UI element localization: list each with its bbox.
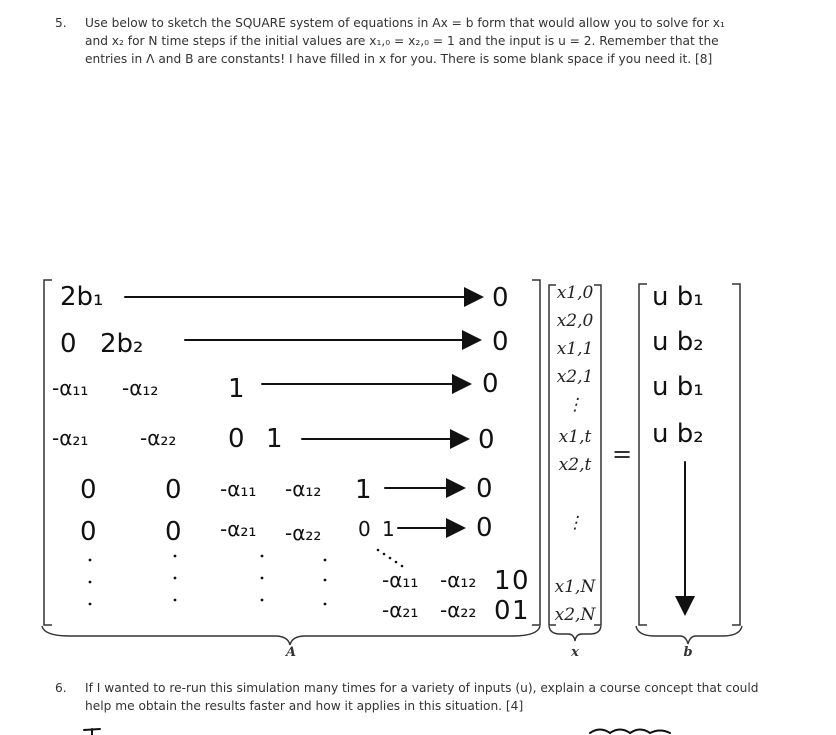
x-entry-5: ⋮ [566, 395, 584, 415]
question-6-number: 6. [55, 681, 67, 695]
question-5-line-2: and x₂ for N time steps if the initial values are x₁,₀ = x₂,₀ = 1 and the input is u = 2. Remember that the [85, 34, 719, 48]
a-row5-col5: 1 [355, 475, 372, 505]
a-rowN-col4: 1 [512, 596, 529, 626]
matrix-a-left-bracket [44, 280, 52, 625]
question-6-line-2: help me obtain the results faster and how it applies in this situation. [4] [85, 699, 524, 713]
a-row6-zero: 0 [476, 513, 493, 543]
a-rowN-col1: -α₂₁ [382, 598, 419, 622]
x-entry-6: x1,t [558, 427, 592, 447]
a-row6-col6: 1 [382, 517, 395, 541]
label-a: A [285, 645, 297, 660]
a-row1-zero: 0 [492, 283, 509, 313]
a-rowN1-col1: -α₁₁ [382, 568, 419, 592]
a-rowN1-col3: 1 [494, 566, 511, 596]
a-row4-zero: 0 [478, 425, 495, 455]
a-row4-col4: 1 [266, 424, 283, 454]
vector-x-left-bracket [549, 285, 556, 625]
a-rowN-col3: 0 [494, 596, 511, 626]
a-row6-col4: -α₂₂ [285, 521, 322, 545]
x-entry-8: ⋮ [566, 513, 584, 533]
brace-b [636, 626, 742, 644]
x-entry-9: x1,N [554, 577, 596, 597]
b-entry-3: u b₁ [652, 372, 704, 402]
a-row3-col3: 1 [228, 374, 245, 404]
a-row3-zero: 0 [482, 369, 499, 399]
a-row5-col1: 0 [80, 475, 97, 505]
vector-b-left-bracket [639, 284, 647, 625]
a-rowN1-col4: 0 [512, 566, 529, 596]
a-diagonal-dots [377, 549, 404, 568]
a-row4-col2: -α₂₂ [140, 426, 177, 450]
a-rowN1-col2: -α₁₂ [440, 568, 477, 592]
vector-b-right-bracket [732, 284, 740, 625]
a-row2-col1: 0 [60, 329, 77, 359]
x-entry-2: x2,0 [556, 311, 594, 331]
vector-x-right-bracket [594, 285, 601, 625]
question-5-number: 5. [55, 16, 67, 30]
question-5-line-1: Use below to sketch the SQUARE system of equations in Ax = b form that would allow you to solve for x₁ [85, 16, 725, 30]
a-row5-col2: 0 [165, 475, 182, 505]
label-b: b [683, 645, 693, 660]
question-5-line-3: entries in Λ and B are constants! I have filled in x for you. There is some blank space if you need it. [8] [85, 52, 713, 66]
x-entry-1: x1,0 [556, 283, 594, 303]
x-entry-7: x2,t [558, 455, 592, 475]
x-entry-3: x1,1 [556, 339, 594, 359]
x-entry-10: x2,N [554, 605, 596, 625]
a-row6-col2: 0 [165, 517, 182, 547]
a-row4-col3: 0 [228, 424, 245, 454]
a-row5-col4: -α₁₂ [285, 477, 322, 501]
a-vertical-dots [89, 555, 327, 606]
question-6-line-1: If I wanted to re-run this simulation many times for a variety of inputs (u), explain a course concept that could [85, 681, 759, 695]
a-rowN-col2: -α₂₂ [440, 598, 477, 622]
b-entry-2: u b₂ [652, 327, 704, 357]
brace-a [42, 626, 540, 645]
b-entry-1: u b₁ [652, 282, 704, 312]
x-entry-4: x2,1 [556, 367, 594, 387]
a-row3-col2: -α₁₂ [122, 376, 159, 400]
a-row2-zero: 0 [492, 327, 509, 357]
label-x: x [571, 645, 579, 660]
a-row6-col5: 0 [358, 517, 371, 541]
equals-sign: = [612, 440, 633, 468]
a-row2-col2: 2b₂ [100, 329, 144, 359]
a-row6-col1: 0 [80, 517, 97, 547]
partial-handwriting-2 [590, 730, 670, 734]
a-row5-zero: 0 [476, 474, 493, 504]
a-row1-col1: 2b₁ [60, 282, 104, 312]
matrix-a-right-bracket [532, 280, 540, 625]
a-row4-col1: -α₂₁ [52, 426, 89, 450]
question-6 [55, 679, 775, 715]
b-entry-4: u b₂ [652, 419, 704, 449]
partial-handwriting [84, 729, 100, 735]
a-row3-col1: -α₁₁ [52, 376, 89, 400]
a-row5-col3: -α₁₁ [220, 477, 257, 501]
a-row6-col3: -α₂₁ [220, 517, 257, 541]
brace-x [549, 626, 601, 641]
